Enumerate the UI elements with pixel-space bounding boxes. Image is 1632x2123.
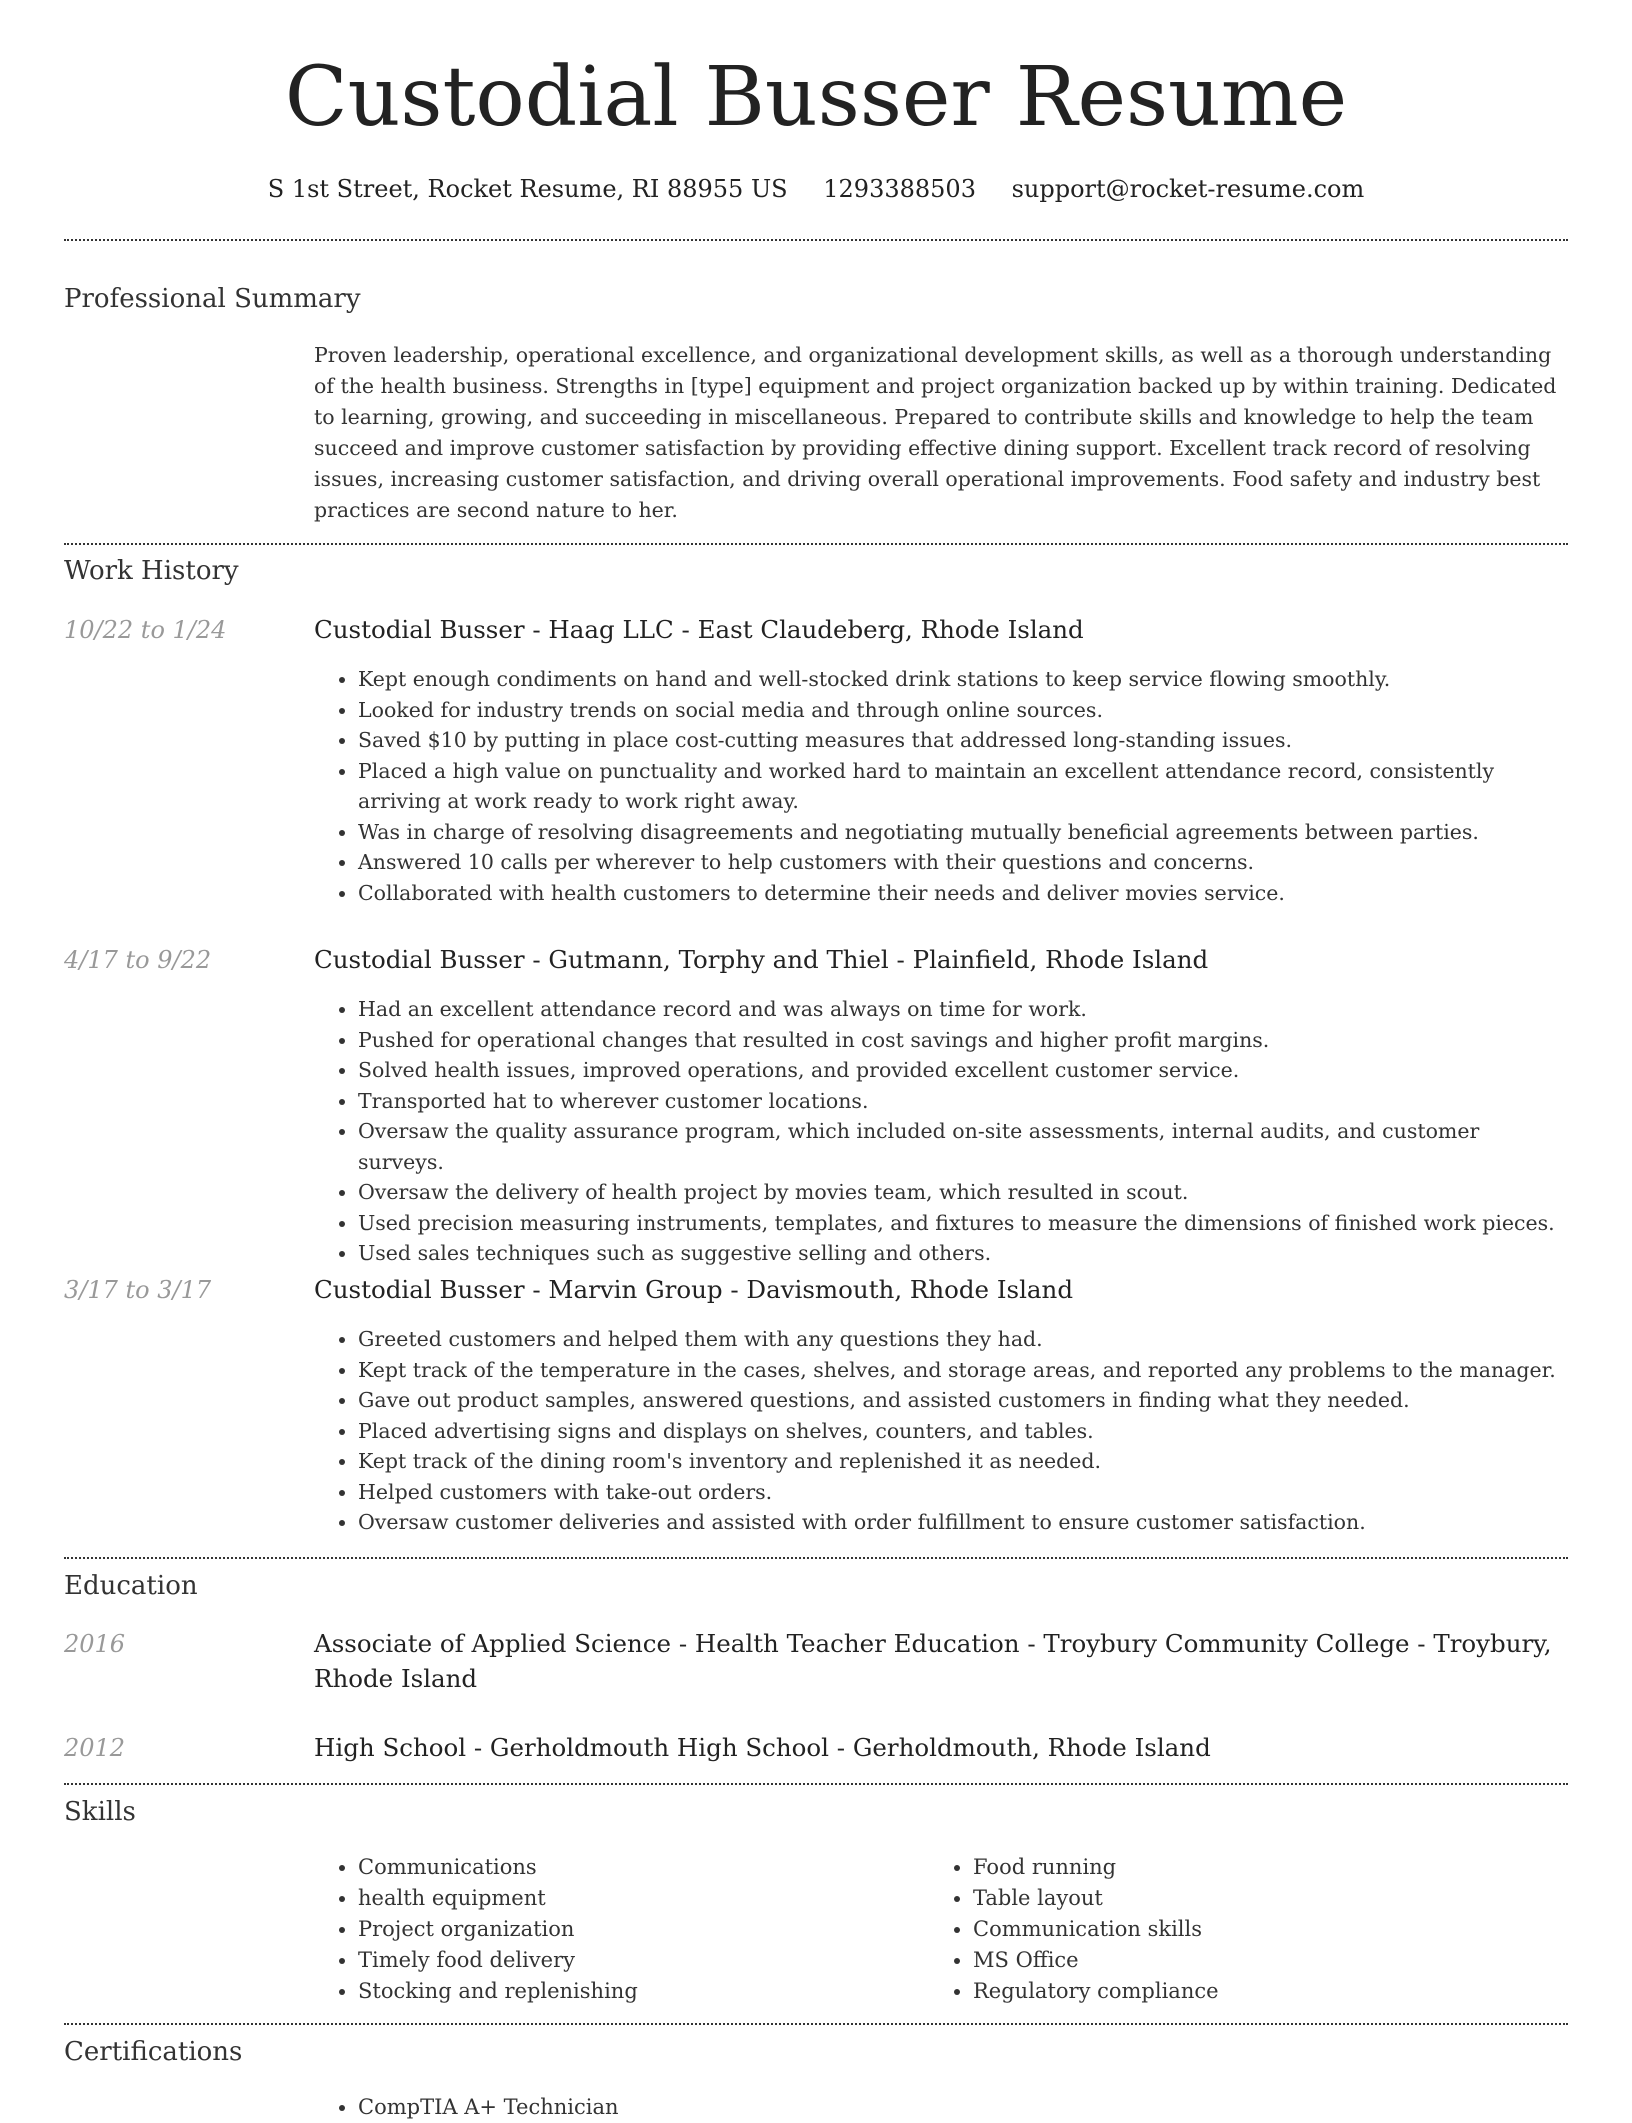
education-year: 2016 — [64, 1630, 126, 1658]
list-item: • Oversaw the delivery of health project by movies team, which resulted in scout. — [358, 1177, 1564, 1208]
job-dates: 4/17 to 9/22 — [64, 946, 212, 974]
list-item: • Oversaw customer deliveries and assisted with order fulfillment to ensure customer satisfaction. — [358, 1507, 1564, 1538]
divider — [64, 239, 1568, 241]
list-item: • Kept enough condiments on hand and well-stocked drink stations to keep service flowing smoothly. — [358, 664, 1564, 695]
list-item: • Kept track of the dining room's inventory and replenished it as needed. — [358, 1446, 1564, 1477]
skill-item: • Table layout — [973, 1883, 1533, 1914]
list-item: • Greeted customers and helped them with any questions they had. — [358, 1324, 1564, 1355]
list-item: • Helped customers with take-out orders. — [358, 1477, 1564, 1508]
divider — [64, 543, 1568, 545]
list-item: • Oversaw the quality assurance program, which included on-site assessments, internal audits, and customer surveys. — [358, 1116, 1564, 1177]
list-item: • Kept track of the temperature in the cases, shelves, and storage areas, and reported any problems to the manager. — [358, 1355, 1564, 1386]
skill-item: • Timely food delivery — [358, 1945, 918, 1976]
skills-list-left — [314, 1852, 918, 2007]
skill-item: • Stocking and replenishing — [358, 1976, 918, 2007]
list-item: • Placed advertising signs and displays on shelves, counters, and tables. — [358, 1416, 1564, 1447]
list-item: • Looked for industry trends on social media and through online sources. — [358, 695, 1564, 726]
education-entry: Associate of Applied Science - Health Teacher Education - Troybury Community College - Troybury, Rhode Island — [314, 1629, 1552, 1693]
list-item: • Collaborated with health customers to determine their needs and deliver movies service. — [358, 878, 1564, 909]
skills-list-right — [929, 1852, 1533, 2007]
job-bullets — [314, 994, 1564, 1269]
skill-item: • Project organization — [358, 1914, 918, 1945]
section-title-skills: Skills — [64, 1797, 136, 1827]
certification-item: • CompTIA A+ Technician — [358, 2092, 1558, 2123]
job-title: Custodial Busser - Marvin Group - Davismouth, Rhode Island — [314, 1275, 1073, 1304]
job-bullets — [314, 1324, 1564, 1538]
section-title-work-history: Work History — [64, 556, 239, 586]
job-dates: 3/17 to 3/17 — [64, 1276, 212, 1304]
divider — [64, 1783, 1568, 1785]
section-title-education: Education — [64, 1571, 198, 1601]
certifications-list — [314, 2092, 1558, 2123]
contact-line — [0, 172, 1632, 206]
list-item: • Transported hat to wherever customer locations. — [358, 1086, 1564, 1117]
education-year: 2012 — [64, 1734, 126, 1762]
list-item: • Pushed for operational changes that resulted in cost savings and higher profit margins. — [358, 1025, 1564, 1056]
skill-item: • MS Office — [973, 1945, 1533, 1976]
contact-email: support@rocket-resume.com — [1011, 175, 1365, 203]
list-item: • Answered 10 calls per wherever to help customers with their questions and concerns. — [358, 847, 1564, 878]
contact-address: S 1st Street, Rocket Resume, RI 88955 US — [267, 175, 788, 203]
divider — [64, 2023, 1568, 2025]
skill-item: • health equipment — [358, 1883, 918, 1914]
section-title-summary: Professional Summary — [64, 284, 361, 314]
list-item: • Placed a high value on punctuality and worked hard to maintain an excellent attendance record, consistently arriving at work ready to work right away. — [358, 756, 1564, 817]
contact-phone: 1293388503 — [823, 175, 976, 203]
skill-item: • Communications — [358, 1852, 918, 1883]
list-item: • Used sales techniques such as suggestive selling and others. — [358, 1238, 1564, 1269]
list-item: • Solved health issues, improved operations, and provided excellent customer service. — [358, 1055, 1564, 1086]
education-entry: High School - Gerholdmouth High School - Gerholdmouth, Rhode Island — [314, 1733, 1211, 1762]
divider — [64, 1557, 1568, 1559]
skill-item: • Food running — [973, 1852, 1533, 1883]
job-title: Custodial Busser - Haag LLC - East Claudeberg, Rhode Island — [314, 615, 1084, 644]
list-item: • Used precision measuring instruments, templates, and fixtures to measure the dimensions of finished work pieces. — [358, 1208, 1564, 1239]
list-item: • Had an excellent attendance record and was always on time for work. — [358, 994, 1564, 1025]
list-item: • Saved $10 by putting in place cost-cutting measures that addressed long-standing issues. — [358, 725, 1564, 756]
section-title-certifications: Certifications — [64, 2037, 243, 2067]
job-title: Custodial Busser - Gutmann, Torphy and Thiel - Plainfield, Rhode Island — [314, 945, 1209, 974]
list-item: • Was in charge of resolving disagreements and negotiating mutually beneficial agreements between parties. — [358, 817, 1564, 848]
list-item: • Gave out product samples, answered questions, and assisted customers in finding what they needed. — [358, 1385, 1564, 1416]
skill-item: • Regulatory compliance — [973, 1976, 1533, 2007]
job-bullets — [314, 664, 1564, 908]
job-dates: 10/22 to 1/24 — [64, 616, 227, 644]
resume-title: Custodial Busser Resume — [284, 50, 1348, 145]
summary-text: Proven leadership, operational excellence, and organizational development skills, as well as a thorough understanding of the health business. Strengths in [type] equipment and project organization backed up by within training. Dedicated to learning, growing, and succeeding in miscellaneous. Prepared to contribute skills and knowledge to help the team succeed and improve customer satisfaction by providing effective dining support. Excellent track record of resolving issues, increasing customer satisfaction, and driving overall operational improvements. Food safety and industry best practices are second nature to her. — [314, 343, 1557, 522]
skill-item: • Communication skills — [973, 1914, 1533, 1945]
